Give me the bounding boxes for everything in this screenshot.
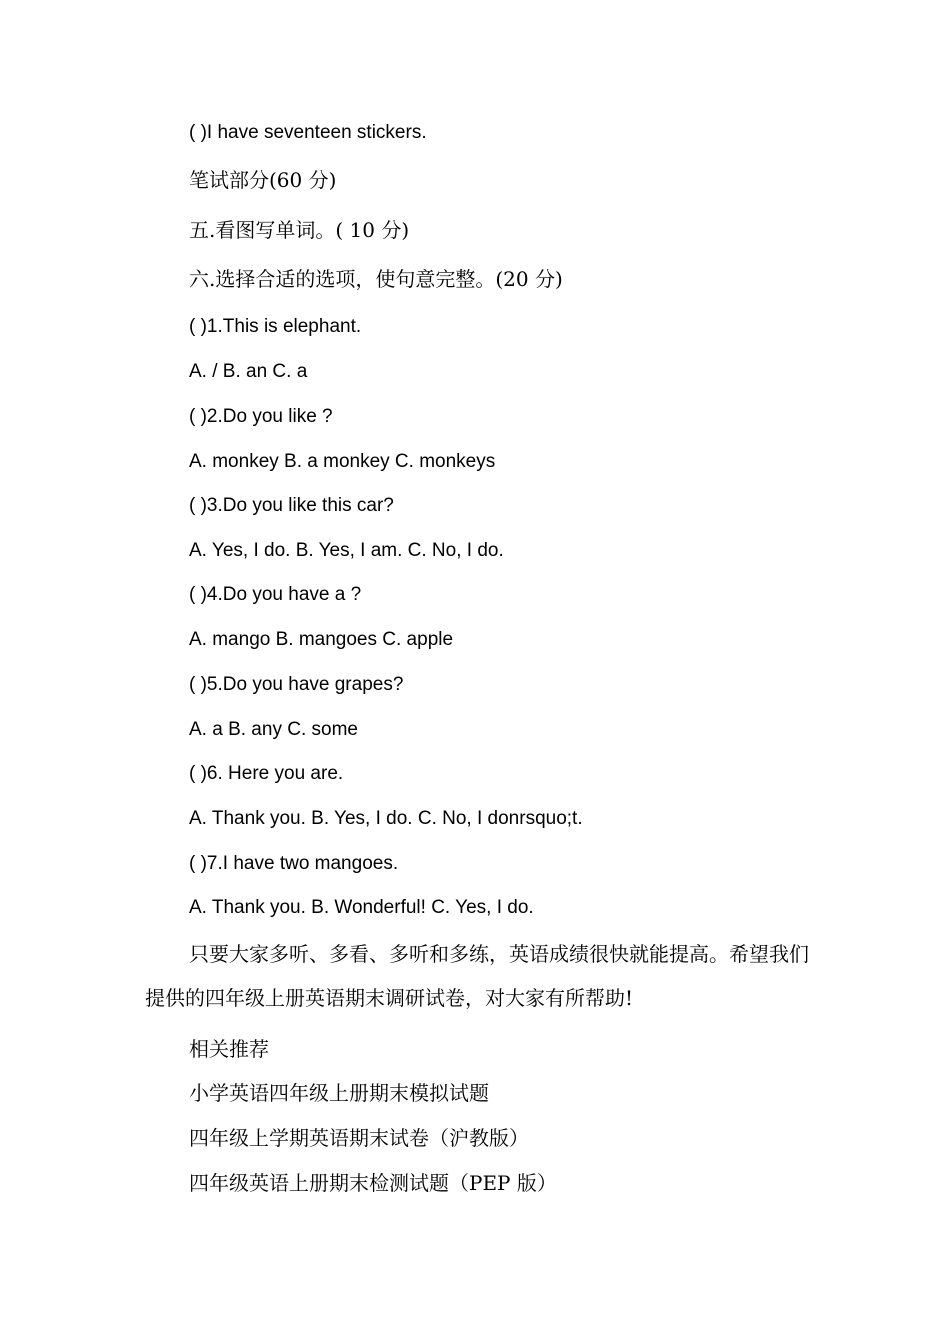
question-6: ( )6. Here you are.	[189, 763, 344, 784]
section-heading-five: 五.看图写单词。( 10 分)	[189, 218, 410, 242]
question-3: ( )3.Do you like this car?	[189, 495, 394, 516]
options-6: A. Thank you. B. Yes, I do. C. No, I donrsquo;t.	[189, 808, 583, 829]
closing-paragraph: 只要大家多听、多看、多听和多练，英语成绩很快就能提高。希望我们提供的四年级上册英语期末调研试卷，对大家有所帮助!	[145, 942, 809, 1010]
question-1: ( )1.This is elephant.	[189, 316, 362, 337]
options-2: A. monkey B. a monkey C. monkeys	[189, 451, 496, 472]
question-4: ( )4.Do you have a ?	[189, 584, 362, 605]
section-heading-six: 六.选择合适的选项，使句意完整。(20 分)	[189, 267, 563, 291]
text-line-stickers: ( )I have seventeen stickers.	[189, 122, 427, 143]
question-7: ( )7.I have two mangoes.	[189, 853, 399, 874]
question-2: ( )2.Do you like ?	[189, 406, 333, 427]
options-3: A. Yes, I do. B. Yes, I am. C. No, I do.	[189, 540, 504, 561]
related-link-1[interactable]: 小学英语四年级上册期末模拟试题	[189, 1081, 489, 1105]
section-heading-written: 笔试部分(60 分)	[189, 168, 337, 192]
related-heading: 相关推荐	[189, 1037, 269, 1061]
question-5: ( )5.Do you have grapes?	[189, 674, 404, 695]
related-link-3[interactable]: 四年级英语上册期末检测试题（PEP 版）	[189, 1171, 557, 1195]
options-1: A. / B. an C. a	[189, 361, 308, 382]
options-7: A. Thank you. B. Wonderful! C. Yes, I do.	[189, 897, 534, 918]
options-4: A. mango B. mangoes C. apple	[189, 629, 454, 650]
related-link-2[interactable]: 四年级上学期英语期末试卷（沪教版）	[189, 1126, 529, 1150]
options-5: A. a B. any C. some	[189, 719, 358, 740]
